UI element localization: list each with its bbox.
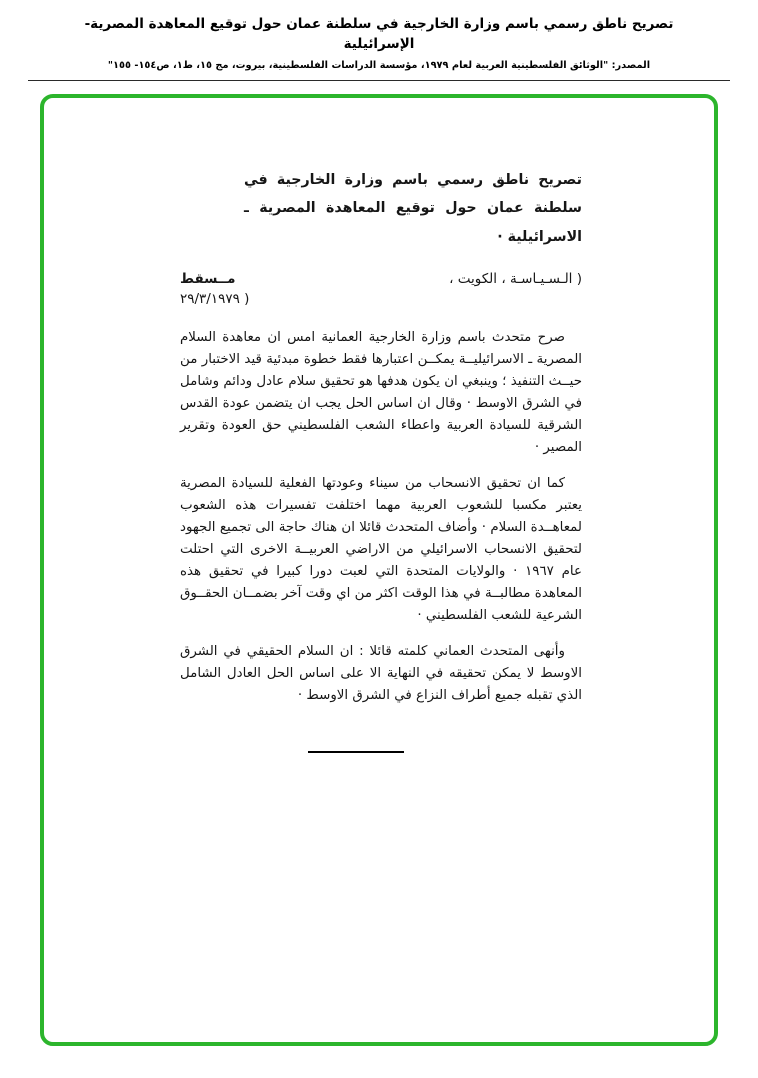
document-content <box>180 166 582 753</box>
dateline-date: ٢٩/٣/١٩٧٩ ) <box>180 291 250 308</box>
paragraph-1: صرح متحدث باسم وزارة الخارجية العمانية امس ان معاهدة السلام المصرية ـ الاسرائيليــة يمكــن اعتبارها فقط خطوة مبدئية قيد الاختبار من حيــث التنفيذ ؛ وينبغي ان يكون هدفها هو تحقيق سلام عادل ودائم وشامل في الشرق الاوسط · وقال ان اساس الحل يجب ان يتضمن عودة القدس الشرقية للسيادة العربية واعطاء الشعب الفلسطيني حق العودة وتقرير المصير · <box>180 330 582 456</box>
header-divider <box>28 80 730 81</box>
page-header <box>0 0 758 71</box>
paragraph-3: وأنهى المتحدث العماني كلمته قائلا : ان السلام الحقيقي في الشرق الاوسط لا يمكن تحقيقه في النهاية الا على اساس الحل العادل الشامل الذي تقبله جميع أطراف النزاع في الشرق الاوسط · <box>180 644 582 703</box>
dateline-source: ( الـسـيـاسـة ، الكويت ، <box>449 271 582 288</box>
dateline-city: مــسقط <box>180 271 236 288</box>
paragraph-2: كما ان تحقيق الانسحاب من سيناء وعودتها الفعلية للسيادة المصرية يعتبر مكسبا للشعوب العربية مهما اختلفت تفسيرات هذه الشعوب لمعاهــدة السلام · وأضاف المتحدث قائلا ان هناك حاجة الى تجميع الجهود لتحقيق الانسحاب الاسرائيلي من الاراضي العربيــة الاخرى التي احتلت عام ١٩٦٧ · والولايات المتحدة التي لعبت دورا كبيرا في تحقيق هذه المعاهدة مطالبــة في هذا الوقت اكثر من اي وقت آخر بضمــان الحقــوق الشرعية للشعب الفلسطيني · <box>180 476 582 624</box>
end-rule <box>308 751 404 753</box>
source-line: المصدر: "الوثائق الفلسطينية العربية لعام ١٩٧٩، مؤسسة الدراسات الفلسطينية، بيروت، مج ١٥، ط١، ص١٥٤- ١٥٥" <box>107 60 651 72</box>
page-title: تصريح ناطق رسمي باسم وزارة الخارجية في سلطنة عمان حول توقيع المعاهدة المصرية- الإسرائيلية <box>84 16 674 52</box>
document-frame <box>40 94 718 1046</box>
document-title: تصريح ناطق رسمي باسم وزارة الخارجية في سلطنة عمان حول توقيع المعاهدة المصرية ـ الاسرائيلية · <box>244 172 582 245</box>
dateline <box>180 271 582 287</box>
